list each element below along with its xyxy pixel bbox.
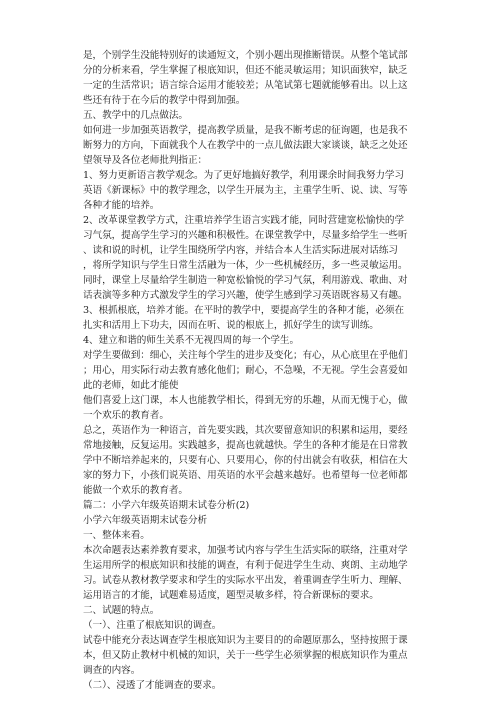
text-line: 家的努力下，小孩们说英语、用英语的水平会越来越好。也希望每一位老师都	[83, 470, 408, 481]
text-line: 、读和说的时机，让学生围绕所学内容，并结合本人生活实际进展对话练习	[83, 245, 398, 256]
text-line: 些还有待于在今后的教学中得到加强。	[83, 95, 246, 106]
text-line: 学中不断培养起来的，只要有心、只要用心，你的付出就会有收获，相信在大	[83, 455, 408, 466]
text-line: 如何进一步加强英语教学，提高教学质量，是我不断考虑的征询题，也是我不	[83, 125, 408, 136]
text-line: 本次命题表达素养教育要求，加强考试内容与学生生活实际的联络，注重对学	[83, 545, 408, 556]
text-line: 篇二：小学六年级英语期末试卷分析(2)	[83, 500, 250, 511]
text-line: 1、努力更新语言教学观念。为了更好地搞好教学，利用课余时间我努力学习	[83, 170, 404, 181]
text-line: 各种才能的培养。	[83, 200, 160, 211]
text-line: 习气氛，提高学生学习的兴趣和积极性。在课堂教学中，尽量多给学生一些听	[83, 230, 408, 241]
text-line: 能做一个欢乐的教育者。	[83, 485, 188, 496]
text-line: 运用语言的才能，试题难易适度，题型灵敏多样，符合新课标的要求。	[83, 590, 379, 601]
text-line: 3、根抓根底，培养才能。在平时的教学中，要提高学生的各种才能，必须在	[83, 305, 404, 316]
text-line: 试卷中能充分表达调查学生根底知识为主要目的的命题原那么，坚持按照于课	[83, 635, 408, 646]
text-line: ；用心，用实际行动去教育感化他们；耐心，不急噪，不无视。学生会喜爱如	[83, 365, 408, 376]
text-line: 调查的内容。	[83, 665, 141, 676]
text-line: 4、建立和谐的师生关系不无视四周的每一个学生。	[83, 335, 300, 346]
text-line: （二）、浸透了才能调查的要求。	[83, 680, 222, 691]
text-line: 习。试卷从教材教学要求和学生的实际水平出发，着重调查学生听力、理解、	[83, 575, 408, 586]
text-line: 是，个别学生没能特别好的读通短文，个别小题出现推断错误。从整个笔试部	[83, 50, 408, 61]
text-line: 小学六年级英语期末试卷分析	[83, 515, 208, 526]
text-line: ，将所学知识与学生日常生活融为一体，少一些机械经历，多一些灵敏运用。	[83, 260, 408, 271]
text-line: 分的分析来看，学生掌握了根底知识，但还不能灵敏运用；知识面狭窄，缺乏	[83, 65, 408, 76]
text-line: （一）、注重了根底知识的调查。	[83, 620, 222, 631]
text-line: 本，但又防止教材中机械的知识，关于一些学生必须掌握的根底知识作为重点	[83, 650, 408, 661]
text-line: 他们喜爱上这门课，本人也能教学相长，得到无穷的乐趣，从而无愧于心，做	[83, 395, 408, 406]
text-line: 望领导及各位老师批判指正：	[83, 155, 208, 166]
text-line: 常地接触，反复运用。实践越多，提高也就越快。学生的各种才能是在日常教	[83, 440, 408, 451]
text-line: 一、整体来看。	[83, 530, 150, 541]
text-line: 英语《新课标》中的教学理念，以学生开展为主，主重学生听、说、读、写等	[83, 185, 408, 196]
document-body	[83, 48, 423, 693]
text-line: 对学生要做到：细心，关注每个学生的进步及变化；有心，从心底里在乎他们	[83, 350, 408, 361]
text-line: 一定的生活常识；语言综合运用才能较差；从笔试第七题就能够看出。以上这	[83, 80, 408, 91]
text-line: 2、改革课堂教学方式，注重培养学生语言实践才能，同时营建宽松愉快的学	[83, 215, 404, 226]
text-line: 断努力的方向，下面就我个人在教学中的一点儿做法跟大家谈谈，缺乏之处还	[83, 140, 408, 151]
text-line: 话表演等多种方式激发学生的学习兴趣，使学生感到学习英语既容易又有趣。	[83, 290, 408, 301]
text-line: 生运用所学的根底知识和技能的调查，有利于促进学生生动、爽朗、主动地学	[83, 560, 408, 571]
text-line: 同时，课堂上尽量给学生制造一种宽松愉悦的学习气氛，利用游戏、歌曲、对	[83, 275, 408, 286]
text-line: 二、试题的特点。	[83, 605, 160, 616]
text-line: 此的老师，如此才能使	[83, 380, 179, 391]
text-line: 一个欢乐的教育者。	[83, 410, 169, 421]
text-line: 五、教学中的几点做法。	[83, 110, 188, 121]
text-line: 扎实和活用上下功夫，因而在听、说的根底上，抓好学生的读写训练。	[83, 320, 379, 331]
text-line: 总之，英语作为一种语言，首先要实践，其次要留意知识的积累和运用，要经	[83, 425, 408, 436]
